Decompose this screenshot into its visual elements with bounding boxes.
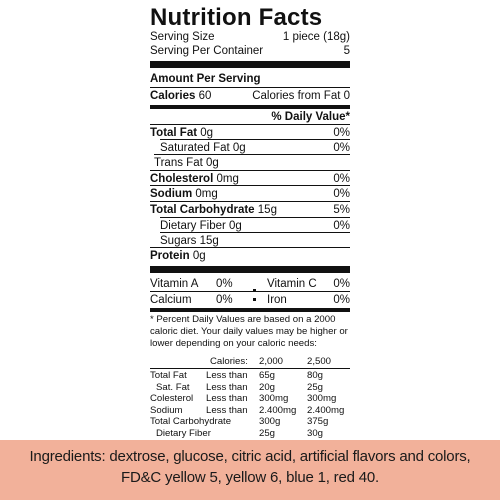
nutrient-label: Sugars <box>160 235 197 247</box>
nutrient-label: Total Carbohydrate <box>150 204 255 216</box>
serving-size-label: Serving Size <box>150 31 215 43</box>
vitamin-c-label: Vitamin C <box>267 278 317 290</box>
serving-size-row <box>150 30 350 44</box>
reference-table-cell: 375g <box>307 416 329 427</box>
nutrient-label: Total Fat <box>150 127 198 139</box>
nutrient-row <box>154 156 350 170</box>
divider <box>150 201 350 202</box>
reference-table-cell: 300mg <box>259 393 289 404</box>
divider <box>150 291 350 292</box>
calories-label: Calories <box>150 90 196 102</box>
nutrient-amount: 0mg <box>195 188 218 200</box>
divider <box>150 170 350 171</box>
vitamin-a-label: Vitamin A <box>150 278 199 290</box>
reference-table-cell: Less than <box>206 393 248 404</box>
nutrient-label: Cholesterol <box>150 173 214 185</box>
calcium-dv: 0% <box>216 294 233 306</box>
calories-value: 60 <box>198 90 212 102</box>
reference-table-cell: 2.400mg <box>307 404 345 416</box>
daily-value-footnote: * Percent Daily Values are based on a 2000 caloric diet. Your daily values may be higher or lower depending on your caloric needs: <box>150 314 348 349</box>
nutrient-label: Protein <box>150 250 190 262</box>
nutrient-row <box>150 249 350 263</box>
divider <box>160 217 350 218</box>
reference-table-cell: Less than <box>206 370 248 381</box>
nutrient-amount: 0g <box>192 250 206 262</box>
reference-table-cell: 80g <box>307 370 324 381</box>
vitamin-c-dv: 0% <box>333 278 350 290</box>
nutrient-label: Saturated Fat <box>160 142 230 154</box>
nutrient-daily-value: 0% <box>333 220 350 232</box>
reference-table-cell: 300g <box>259 416 281 427</box>
divider <box>150 368 350 369</box>
nutrient-daily-value: 0% <box>333 188 350 200</box>
reference-table-cell: 300mg <box>307 393 337 404</box>
reference-table-cell: Total Carbohydrate <box>150 416 232 427</box>
nutrient-row <box>150 172 350 186</box>
nutrient-daily-value: 5% <box>333 204 350 216</box>
nutrient-label: Trans Fat <box>154 157 203 169</box>
nutrient-row <box>150 187 350 201</box>
servings-per-container-label: Serving Per Container <box>150 45 264 57</box>
iron-dv: 0% <box>333 294 350 306</box>
medium-divider <box>150 105 350 109</box>
divider <box>150 124 350 125</box>
reference-table-cell: Colesterol <box>150 393 194 404</box>
reference-table-cell: Total Fat <box>150 370 187 381</box>
nutrient-label: Dietary Fiber <box>160 220 226 232</box>
divider <box>150 185 350 186</box>
ingredients-panel <box>0 440 500 500</box>
thick-divider <box>150 266 350 273</box>
nutrient-row <box>150 203 350 217</box>
ingredients-text: Ingredients: dextrose, glucose, citric acid, artificial flavors and colors, FD&C yellow 5, yellow 6, blue 1, red 40. <box>29 448 471 486</box>
reference-table-cell: 30g <box>307 427 324 439</box>
ref-header-calories: Calories: <box>210 356 248 367</box>
divider <box>150 247 350 248</box>
nutrient-amount: 0g <box>200 127 214 139</box>
nutrient-row <box>160 141 350 155</box>
reference-table-cell: Sat. Fat <box>156 381 190 393</box>
medium-divider <box>150 308 350 312</box>
calories-from-fat: Calories from Fat 0 <box>252 90 350 102</box>
nutrient-amount: 15g <box>199 235 219 247</box>
nutrient-amount: 0mg <box>216 173 239 185</box>
separator-dot <box>253 298 256 301</box>
calories-row <box>150 89 350 103</box>
nutrition-facts-title: Nutrition Facts <box>150 4 323 31</box>
thick-divider <box>150 61 350 68</box>
nutrient-amount: 15g <box>257 204 277 216</box>
reference-table-cell: Less than <box>206 381 248 393</box>
reference-table-cell: 20g <box>259 381 276 393</box>
nutrient-row <box>150 126 350 140</box>
nutrient-label: Sodium <box>150 188 193 200</box>
reference-table-cell: 25g <box>259 427 276 439</box>
reference-table-cell: Dietary Fiber <box>156 427 211 439</box>
reference-table-cell: Less than <box>206 404 248 416</box>
nutrient-daily-value: 0% <box>333 173 350 185</box>
servings-per-container-row <box>150 44 350 58</box>
nutrient-row <box>160 219 350 233</box>
nutrition-facts-label <box>146 0 354 440</box>
nutrient-daily-value: 0% <box>333 142 350 154</box>
nutrient-amount: 0g <box>229 220 242 232</box>
amount-per-serving: Amount Per Serving <box>150 73 261 85</box>
reference-table-cell: 2.400mg <box>259 404 297 416</box>
vitamin-a-dv: 0% <box>216 278 233 290</box>
reference-table-cell: 25g <box>307 381 324 393</box>
serving-size-value: 1 piece (18g) <box>282 31 350 43</box>
servings-per-container-value: 5 <box>343 45 350 57</box>
calcium-label: Calcium <box>150 294 192 306</box>
divider <box>154 154 350 155</box>
divider <box>160 232 350 233</box>
ref-header-2000: 2,000 <box>259 356 284 367</box>
nutrient-amount: 0g <box>205 157 219 169</box>
nutrient-amount: 0g <box>232 142 246 154</box>
divider <box>150 87 350 88</box>
reference-table-cell: 65g <box>259 370 276 381</box>
nutrient-row <box>160 234 350 248</box>
iron-label: Iron <box>267 294 287 306</box>
nutrient-daily-value: 0% <box>333 127 350 139</box>
reference-table-cell: Sodium <box>150 404 183 416</box>
ref-header-2500: 2,500 <box>307 356 332 367</box>
divider <box>160 139 350 140</box>
daily-value-header: % Daily Value* <box>271 111 350 123</box>
